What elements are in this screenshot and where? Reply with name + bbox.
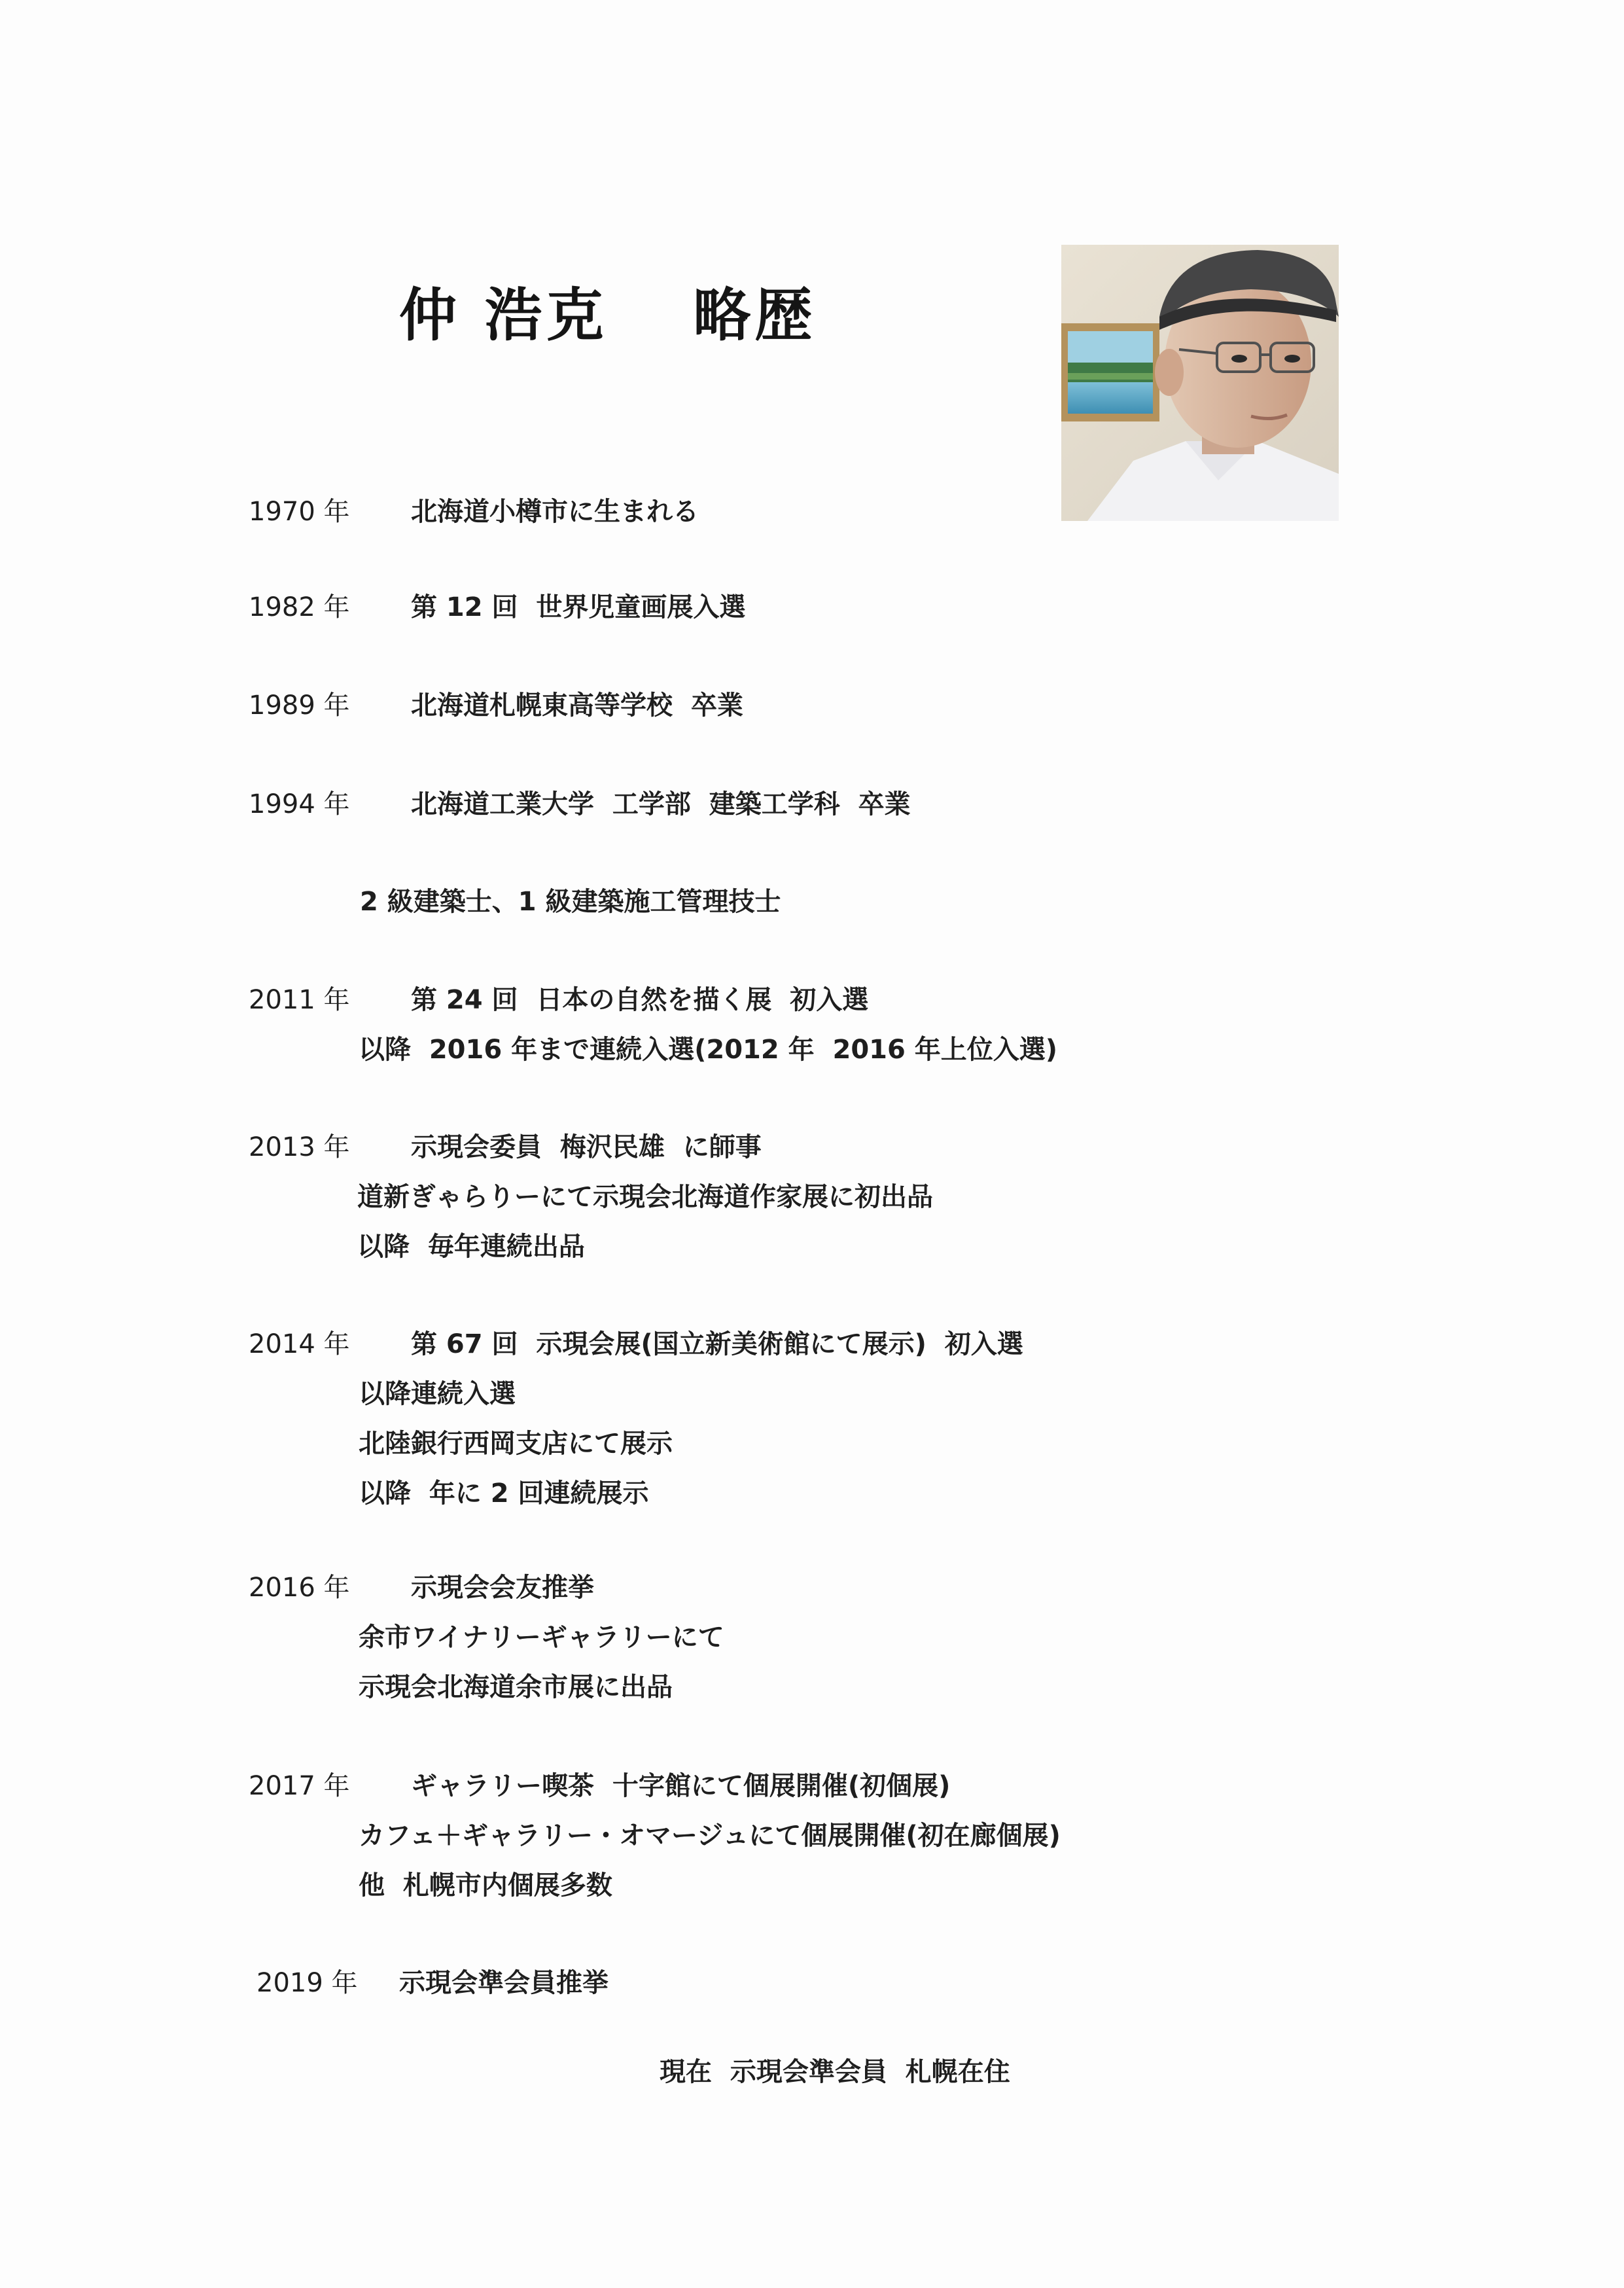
entry-year: 2017 年: [249, 1771, 350, 1801]
entry-text: 示現会会友推挙: [411, 1573, 594, 1603]
entry-year: 2011 年: [249, 985, 350, 1015]
entry-text: 北海道小樽市に生まれる: [411, 497, 699, 527]
entry-text: 第 12 回 世界児童画展入選: [411, 592, 746, 622]
entry-detail-line: カフェ＋ギャラリー・オマージュにて個展開催(初在廊個展): [359, 1821, 1061, 1851]
entry-detail-line: 余市ワイナリーギャラリーにて: [359, 1622, 724, 1653]
entry-detail-line: 道新ぎゃらりーにて示現会北海道作家展に初出品: [357, 1182, 933, 1212]
entry-detail-line: 以降 年に 2 回連続展示: [359, 1478, 649, 1509]
entry-year: 2019 年: [256, 1968, 358, 1998]
entry-detail-line: 北陸銀行西岡支店にて展示: [359, 1429, 673, 1459]
entry-detail-line: 以降 2016 年まで連続入選(2012 年 2016 年上位入選): [359, 1035, 1058, 1065]
entry-detail-line: 示現会北海道余市展に出品: [359, 1672, 673, 1702]
entry-year: 1982 年: [249, 592, 350, 622]
entry-year: 1994 年: [249, 789, 350, 819]
entry-text: 北海道工業大学 工学部 建築工学科 卒業: [411, 789, 911, 819]
entry-year: 1989 年: [249, 690, 350, 721]
entry-text: 2 級建築士、1 級建築施工管理技士: [360, 887, 781, 917]
entry-text: 第 24 回 日本の自然を描く展 初入選: [411, 985, 869, 1015]
portrait-photo: [1061, 245, 1339, 521]
entry-year: 1970 年: [249, 497, 350, 527]
current-status: 現在 示現会準会員 札幌在住: [660, 2057, 1010, 2087]
entry-detail-line: 他 札幌市内個展多数: [359, 1870, 612, 1901]
entry-text: ギャラリー喫茶 十字館にて個展開催(初個展): [411, 1771, 951, 1801]
entry-text: 示現会準会員推挙: [399, 1968, 609, 1998]
entry-detail-line: 以降連続入選: [359, 1379, 516, 1409]
entry-detail-line: 以降 毎年連続出品: [357, 1232, 585, 1262]
entry-text: 示現会委員 梅沢民雄 に師事: [411, 1132, 762, 1162]
entry-year: 2014 年: [249, 1329, 350, 1359]
document-title: 仲 浩克 略歴: [399, 281, 817, 349]
entry-year: 2016 年: [249, 1573, 350, 1603]
entry-text: 北海道札幌東高等学校 卒業: [411, 690, 743, 721]
entry-year: 2013 年: [249, 1132, 350, 1162]
entry-text: 第 67 回 示現会展(国立新美術館にて展示) 初入選: [411, 1329, 1023, 1359]
